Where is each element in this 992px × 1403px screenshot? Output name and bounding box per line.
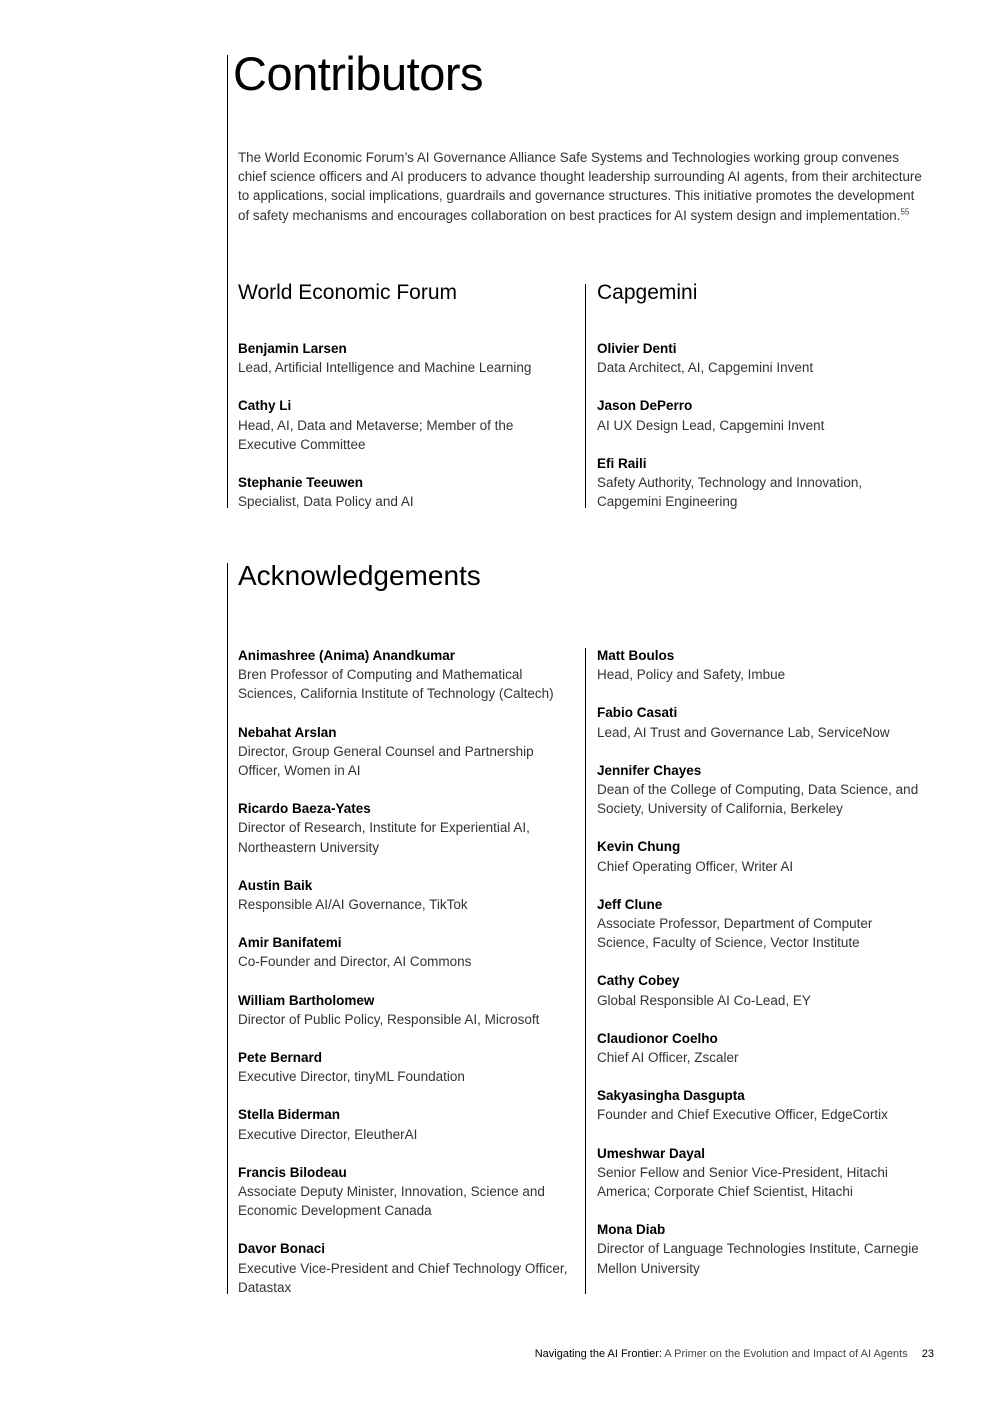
person-name: Davor Bonaci: [238, 1241, 326, 1257]
person-entry: [238, 646, 578, 704]
person-name: Mona Diab: [597, 1222, 666, 1238]
person-entry: [597, 837, 927, 875]
person-role: Associate Deputy Minister, Innovation, Science and Economic Development Canada: [238, 1184, 545, 1219]
person-role: Head, AI, Data and Metaverse; Member of the Executive Committee: [238, 417, 514, 452]
acknowledgements-left-list: [238, 646, 578, 1297]
person-name: Jeff Clune: [597, 896, 663, 912]
person-entry: [238, 1163, 578, 1221]
page-footer: [535, 1346, 934, 1362]
person-name: Amir Banifatemi: [238, 935, 342, 951]
intro-footnote-ref: 55: [900, 207, 910, 217]
person-name: Animashree (Anima) Anandkumar: [238, 648, 456, 663]
person-name: Efi Raili: [597, 455, 647, 471]
person-entry: [597, 895, 927, 953]
person-entry: [238, 1239, 578, 1297]
person-role: Responsible AI/AI Governance, TikTok: [238, 897, 468, 913]
person-entry: [238, 876, 578, 914]
person-name: Stella Biderman: [238, 1107, 341, 1123]
person-name: Nebahat Arslan: [238, 724, 337, 740]
person-role: AI UX Design Lead, Capgemini Invent: [597, 417, 825, 433]
person-role: Director of Language Technologies Institute, Carnegie Mellon University: [597, 1241, 919, 1276]
wef-heading: World Economic Forum: [238, 281, 458, 304]
person-name: Fabio Casati: [597, 705, 678, 721]
person-role: Data Architect, AI, Capgemini Invent: [597, 360, 814, 376]
person-name: Ricardo Baeza-Yates: [238, 801, 371, 817]
person-name: Pete Bernard: [238, 1050, 323, 1066]
person-name: Austin Baik: [238, 877, 313, 893]
person-role: Associate Professor, Department of Computer Science, Faculty of Science, Vector Institute: [597, 916, 873, 951]
person-role: Director of Research, Institute for Experiential AI, Northeastern University: [238, 820, 530, 855]
acknowledgements-right-list: [597, 646, 927, 1278]
person-role: Co-Founder and Director, AI Commons: [238, 954, 472, 970]
person-entry: [238, 799, 578, 857]
person-name: Stephanie Teeuwen: [238, 475, 364, 491]
contributors-title: Contributors: [233, 47, 483, 100]
person-name: Kevin Chung: [597, 839, 681, 855]
person-entry: [597, 703, 927, 741]
person-name: Benjamin Larsen: [238, 341, 347, 356]
person-entry: [597, 339, 897, 377]
person-entry: [597, 1220, 927, 1278]
person-name: Jennifer Chayes: [597, 762, 702, 778]
wef-people-list: [238, 339, 568, 511]
person-name: Sakyasingha Dasgupta: [597, 1088, 745, 1104]
acknowledgements-right-column-rule: [585, 648, 586, 1294]
person-role: Dean of the College of Computing, Data Science, and Society, University of California, Berkeley: [597, 782, 919, 817]
footer-title: Navigating the AI Frontier:: [534, 1348, 662, 1360]
person-name: Francis Bilodeau: [238, 1164, 347, 1180]
person-name: Cathy Cobey: [597, 973, 680, 989]
person-name: Matt Boulos: [597, 648, 675, 663]
person-name: Umeshwar Dayal: [597, 1145, 706, 1161]
contributors-intro: [238, 148, 928, 225]
acknowledgements-title: Acknowledgements: [238, 560, 481, 591]
person-role: Founder and Chief Executive Officer, EdgeCortix: [597, 1107, 888, 1123]
person-role: Executive Vice-President and Chief Technology Officer, Datastax: [238, 1260, 568, 1295]
person-role: Director, Group General Counsel and Partnership Officer, Women in AI: [238, 743, 534, 779]
person-role: Executive Director, EleutherAI: [238, 1126, 418, 1142]
person-entry: [597, 1144, 927, 1202]
person-name: William Bartholomew: [238, 992, 375, 1008]
person-entry: [597, 1086, 927, 1124]
capgemini-column-rule: [585, 284, 586, 508]
person-entry: [238, 1048, 578, 1086]
person-entry: [597, 1029, 927, 1067]
person-entry: [597, 396, 897, 434]
contributors-rule: [227, 55, 228, 508]
person-entry: [597, 761, 927, 819]
person-role: Global Responsible AI Co-Lead, EY: [597, 992, 811, 1008]
capgemini-people-list: [597, 339, 897, 511]
person-name: Claudionor Coelho: [597, 1030, 718, 1046]
person-role: Safety Authority, Technology and Innovation, Capgemini Engineering: [597, 475, 863, 510]
person-name: Jason DePerro: [597, 398, 693, 414]
person-name: Cathy Li: [238, 398, 292, 414]
person-name: Olivier Denti: [597, 341, 677, 356]
person-role: Bren Professor of Computing and Mathematical Sciences, California Institute of Technology (Caltech): [238, 667, 554, 702]
person-role: Director of Public Policy, Responsible AI, Microsoft: [238, 1011, 540, 1027]
page-number: 23: [921, 1348, 934, 1360]
person-role: Chief AI Officer, Zscaler: [597, 1050, 739, 1066]
person-role: Lead, AI Trust and Governance Lab, ServiceNow: [597, 724, 890, 740]
person-entry: [597, 646, 927, 684]
intro-text: The World Economic Forum’s AI Governance Alliance Safe Systems and Technologies working group convenes chief science officers and AI producers to advance thought leadership surrounding AI agents, from their architecture to applications, social implications, guardrails and governance structures. This initiative promotes the development of safety mechanisms and encourages collaboration on best practices for AI system design and implementation.: [238, 150, 922, 223]
acknowledgements-rule: [227, 563, 228, 1294]
person-entry: [597, 971, 927, 1009]
person-role: Senior Fellow and Senior Vice-President, Hitachi America; Corporate Chief Scientist, Hitachi: [597, 1164, 888, 1200]
person-role: Head, Policy and Safety, Imbue: [597, 667, 786, 683]
person-entry: [238, 1105, 578, 1143]
person-entry: [238, 473, 568, 511]
person-role: Executive Director, tinyML Foundation: [238, 1069, 465, 1085]
person-entry: [238, 933, 578, 971]
person-entry: [238, 991, 578, 1029]
person-role: Specialist, Data Policy and AI: [238, 494, 414, 510]
person-entry: [238, 723, 578, 781]
person-role: Chief Operating Officer, Writer AI: [597, 858, 794, 874]
person-entry: [238, 396, 568, 454]
footer-subtitle: A Primer on the Evolution and Impact of AI Agents: [661, 1348, 908, 1360]
person-entry: [238, 339, 568, 377]
capgemini-heading: Capgemini: [597, 281, 698, 304]
person-entry: [597, 454, 897, 512]
person-role: Lead, Artificial Intelligence and Machine Learning: [238, 360, 532, 376]
